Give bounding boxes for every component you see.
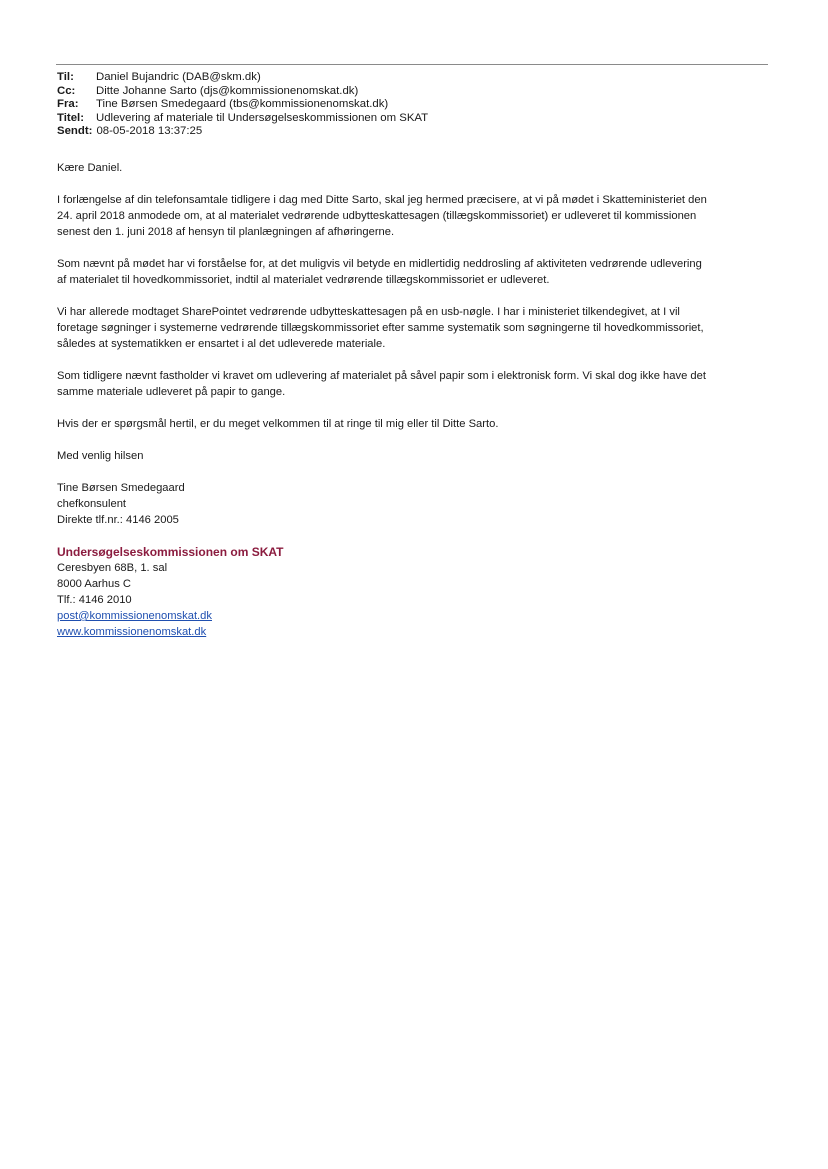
- email-body: [57, 160, 769, 640]
- from-value: Tine Børsen Smedegaard (tbs@kommissionenomskat.dk): [96, 98, 389, 111]
- paragraph-3-line-2: foretage søgninger i systemerne vedrørende tillægskommissoriet efter samme systematik som søgningerne til hovedkommissoriet,: [57, 322, 704, 334]
- signature-email-link[interactable]: post@kommissionenomskat.dk: [57, 610, 212, 622]
- paragraph-4-line-2: samme materiale udleveret på papir to gange.: [57, 386, 286, 398]
- paragraph-3-line-3: således at systematikken er ensartet i al det udleverede materiale.: [57, 338, 386, 350]
- subject-value: Udlevering af materiale til Undersøgelseskommissionen om SKAT: [96, 111, 429, 124]
- sent-label: Sendt:: [57, 125, 93, 138]
- closing: Med venlig hilsen: [57, 450, 144, 462]
- signature-phone: Tlf.: 4146 2010: [57, 594, 132, 606]
- paragraph-3-line-1: Vi har allerede modtaget SharePointet vedrørende udbytteskattesagen på en usb-nøgle. I har i ministeriet tilkendegivet, at I vil: [57, 306, 680, 318]
- signature-address-line-1: Ceresbyen 68B, 1. sal: [57, 562, 168, 574]
- from-label: Fra:: [57, 98, 79, 111]
- from-row: [57, 98, 428, 112]
- signature-organization: Undersøgelseskommissionen om SKAT: [57, 545, 284, 559]
- cc-label: Cc:: [57, 84, 76, 97]
- to-value: Daniel Bujandric (DAB@skm.dk): [96, 71, 261, 83]
- sent-value: 08-05-2018 13:37:25: [96, 125, 203, 138]
- to-row: [57, 71, 428, 85]
- paragraph-1-line-3: senest den 1. juni 2018 af hensyn til planlægningen af afhøringerne.: [57, 226, 395, 238]
- paragraph-4-line-1: Som tidligere nævnt fastholder vi kravet om udlevering af materialet på såvel papir som i elektronisk form. Vi skal dog ikke have det: [57, 370, 706, 382]
- signature-title: chefkonsulent: [57, 498, 127, 510]
- signature-website-link[interactable]: www.kommissionenomskat.dk: [57, 626, 207, 638]
- signature-direct-phone: Direkte tlf.nr.: 4146 2005: [57, 514, 179, 526]
- cc-value: Ditte Johanne Sarto (djs@kommissionenomskat.dk): [96, 84, 359, 97]
- paragraph-1-line-1: I forlængelse af din telefonsamtale tidligere i dag med Ditte Sarto, skal jeg hermed præcisere, at vi på mødet i Skatteministeriet den: [57, 194, 707, 206]
- paragraph-5: Hvis der er spørgsmål hertil, er du meget velkommen til at ringe til mig eller til Ditte Sarto.: [57, 418, 499, 430]
- subject-row: [57, 112, 428, 126]
- email-header: [57, 71, 428, 139]
- to-label: Til:: [57, 71, 74, 83]
- sent-row: [57, 125, 428, 139]
- paragraph-2-line-1: Som nævnt på mødet har vi forståelse for, at det muligvis vil betyde en midlertidig neddrosling af aktiviteten vedrørende udlevering: [57, 258, 702, 270]
- signature-address-line-2: 8000 Aarhus C: [57, 578, 132, 590]
- subject-label: Titel:: [57, 111, 85, 124]
- paragraph-2-line-2: af materialet til hovedkommissoriet, indtil al materialet vedrørende tillægskommissoriet er udleveret.: [57, 274, 550, 286]
- greeting: Kære Daniel.: [57, 162, 123, 174]
- cc-row: [57, 85, 428, 99]
- signature-name: Tine Børsen Smedegaard: [57, 482, 185, 494]
- header-divider: [56, 64, 768, 65]
- paragraph-1-line-2: 24. april 2018 anmodede om, at al materialet vedrørende udbytteskattesagen (tillægskommissoriet) er udleveret til kommissionen: [57, 210, 697, 222]
